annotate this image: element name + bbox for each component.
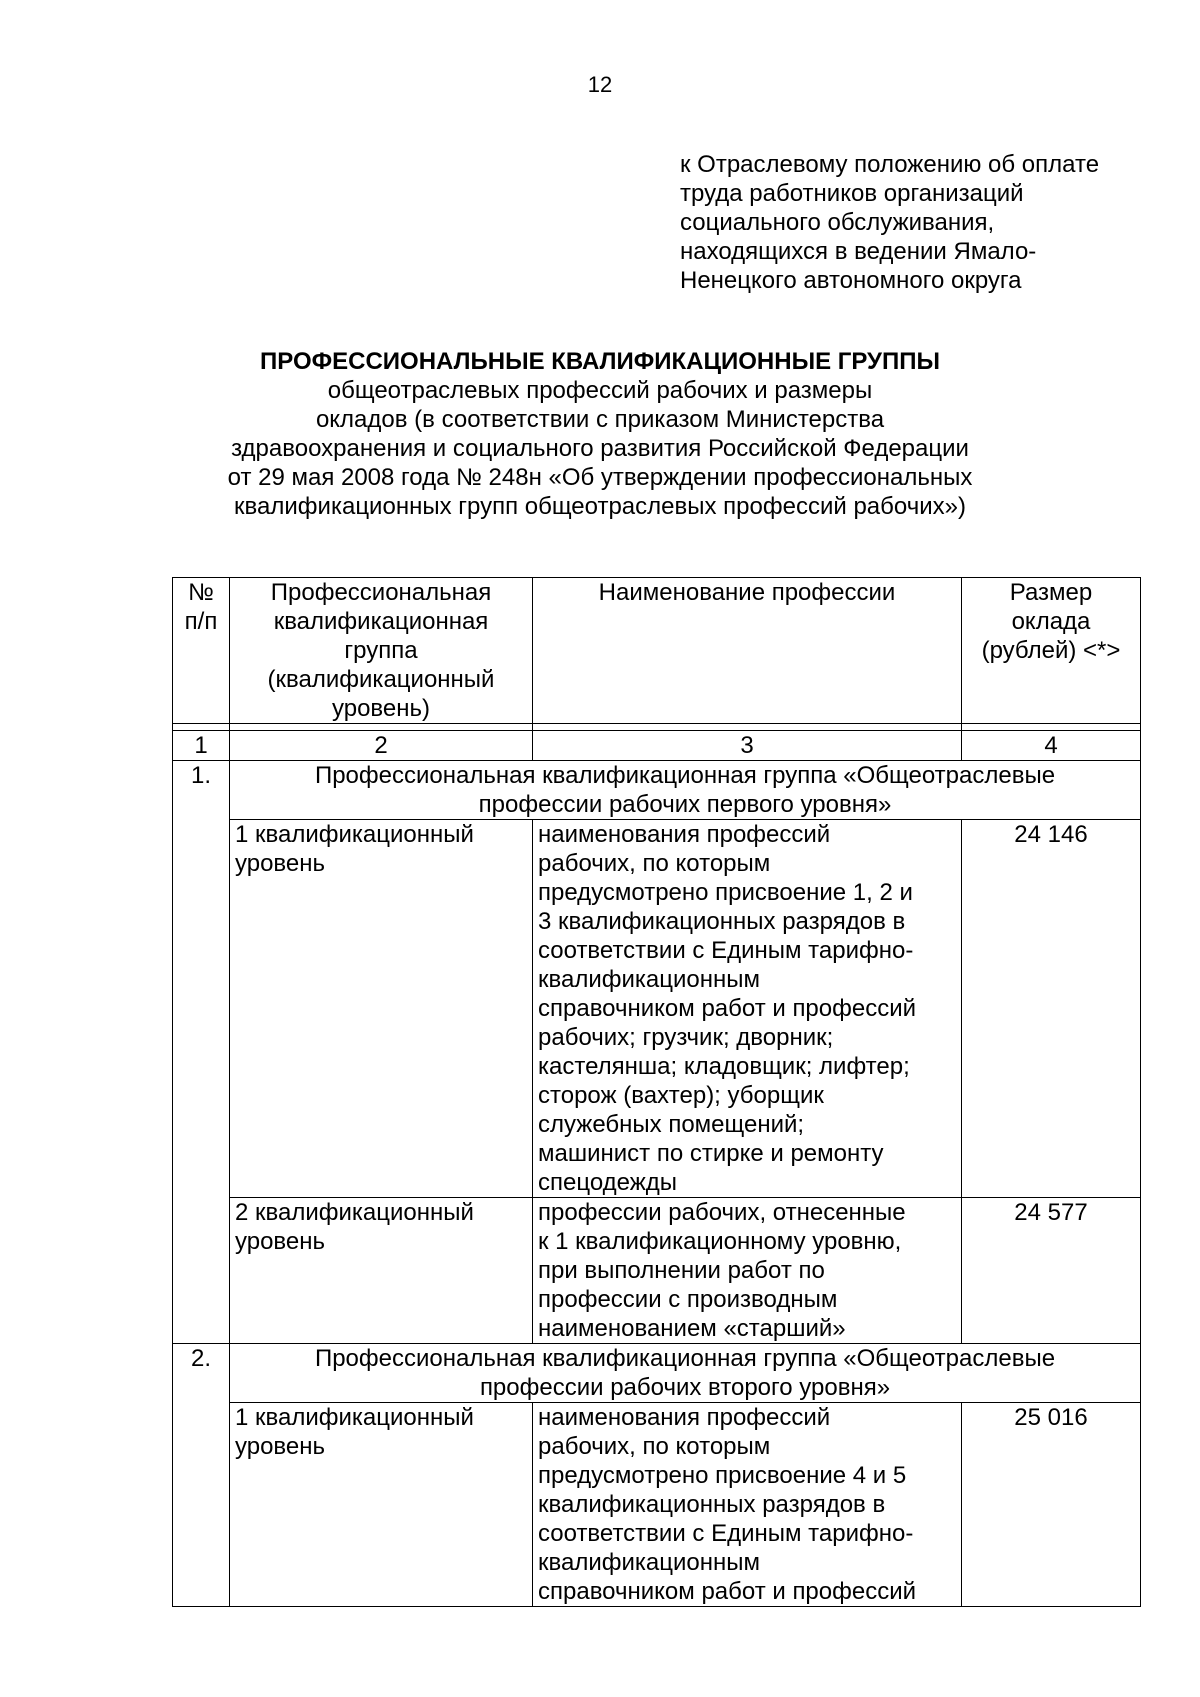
profession-cell: наименования профессий рабочих, по которым предусмотрено присвоение 4 и 5 квалификационных разрядов в соответствии с Единым тарифно- квалификационным справочником работ и профессий [533,1403,962,1607]
title-line: окладов (в соответствии с приказом Министерства [315,406,885,433]
title-line: квалификационных групп общеотраслевых профессий рабочих») [234,493,966,520]
profession-cell: профессии рабочих, отнесенные к 1 квалификационному уровню, при выполнении работ по профессии с производным наименованием «старший» [533,1198,962,1344]
table-row [173,1198,1141,1344]
group-title: Профессиональная квалификационная группа «Общеотраслевые профессии рабочих первого уровня» [230,761,1141,820]
page-number: 12 [587,72,613,97]
title-line: здравоохранения и социального развития Российской Федерации [231,435,969,462]
column-number: 3 [533,731,962,761]
group-number: 2. [173,1344,230,1403]
table-row [173,820,1141,1198]
salary-table [172,577,1141,1607]
title-line: от 29 мая 2008 года № 248н «Об утверждении профессиональных [227,464,973,491]
table-header-row [173,578,1141,724]
level-cell: 1 квалификационный уровень [230,1403,533,1607]
annex-line: социального обслуживания, [680,209,995,236]
group-title-row [173,1344,1141,1403]
annex-line: к Отраслевому положению об оплате [680,151,1100,178]
salary-cell: 24 146 [962,820,1141,1198]
salary-cell: 24 577 [962,1198,1141,1344]
annex-line: находящихся в ведении Ямало- [680,238,1037,265]
level-cell: 1 квалификационный уровень [230,820,533,1198]
salary-cell: 25 016 [962,1403,1141,1607]
group-number: 1. [173,761,230,820]
annex-line: труда работников организаций [680,180,1024,207]
header-profession: Наименование профессии [533,578,962,724]
group-title-row [173,761,1141,820]
header-group: Профессиональная квалификационная группа (квалификационный уровень) [230,578,533,724]
column-number: 2 [230,731,533,761]
group-title: Профессиональная квалификационная группа «Общеотраслевые профессии рабочих второго уровня» [230,1344,1141,1403]
column-number: 1 [173,731,230,761]
annex-line: Ненецкого автономного округа [680,267,1022,294]
profession-cell: наименования профессий рабочих, по которым предусмотрено присвоение 1, 2 и 3 квалификационных разрядов в соответствии с Единым тарифно- квалификационным справочником работ и профессий рабочих; грузчик; дворник; кастелянша; кладовщик; лифтер; сторож (вахтер); уборщик служебных помещений; машинист по стирке и ремонту спецодежды [533,820,962,1198]
column-number-row [173,731,1141,761]
column-number: 4 [962,731,1141,761]
table-row [173,1403,1141,1607]
document-title [140,347,1060,521]
header-gap [173,724,1141,731]
header-salary: Размер оклада (рублей) <*> [962,578,1141,724]
title-heading: ПРОФЕССИОНАЛЬНЫЕ КВАЛИФИКАЦИОННЫЕ ГРУППЫ [260,348,940,375]
header-num: № п/п [173,578,230,724]
title-line: общеотраслевых профессий рабочих и размеры [327,377,873,404]
annex-reference [680,150,1180,295]
level-cell: 2 квалификационный уровень [230,1198,533,1344]
